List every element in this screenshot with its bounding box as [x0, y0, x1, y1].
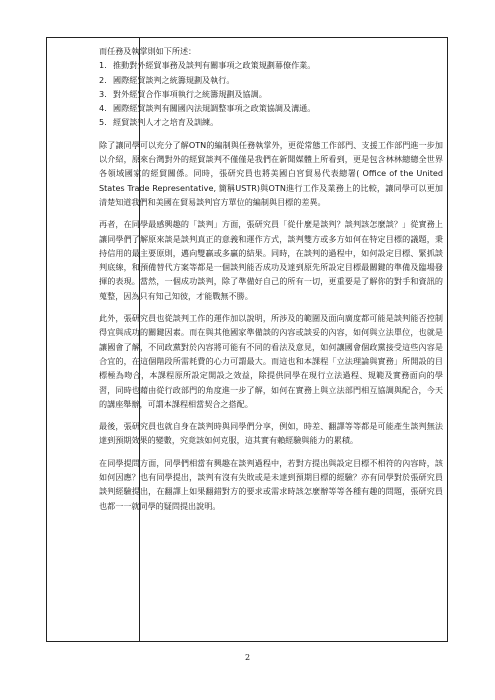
list-item [99, 87, 443, 101]
list-item-text: 經貿談判人才之培育及訓練。 [113, 117, 219, 128]
paragraph-otn-overview: 除了讓同學可以充分了解OTN的編制與任務執掌外，更從常態工作部門、支援工作部門進一步加以介紹，原來台灣對外的經貿談判不僅僅是我們在新聞媒體上所看到，更是包含林林總總全世界各領域國家的經貿關係。同時，張研究員也將美國白宮貿易代表總署( Office of the United States Trade Representative, 簡稱USTR)與OTN進行工作及業務上的比較，讓同學可以更加清楚知道我們和美國在貿易談判官方單位的編制與目標的差異。 [99, 139, 443, 207]
paragraph-negotiation: 再者，在同學最感興趣的「談判」方面，張研究員「從什麼是談判？談判該怎麼談？」從實務上讓同學們了解原來談是談判真正的意義和運作方式，談判雙方或多方如何在特定目標的議題，秉持信用的最主要原則，邁向雙贏或多贏的結果。同時，在談判的過程中，如何設定目標、緊抓談判底線，和預備替代方案等都是一個談判能否成功及達到原先所設定目標最關鍵的準備及臨場發揮的表現。當然，一個成功談判，除了準備好自己的所有一切，更重要是了解你的對手和資訊的蒐整，因為只有知己知彼，才能戰無不勝。 [99, 219, 443, 301]
list-item [99, 101, 443, 115]
paragraph-legislative-coordination: 此外，張研究員也從談判工作的運作加以說明，所涉及的範圍及面向廣度都可能是談判能否控制得宜與成功的關鍵因素。而在與其他國家準備談的內容或談妥的內容，如何與立法單位，也就是讓國會了解，不同政黨對於內容將可能有不同的看法及意見，如何讓國會個政黨接受這些內容是合宜的，在這個階段所需耗費的心力可謂最大。而這也和本課程「立法理論與實務」所開設的目標極為吻合，本課程原所設定開設之效益，除提供同學在現行立法過程、規範及實務面向的學習，同時也藉由從行政部門的角度進一步了解，如何在實務上與立法部門相互協調與配合，今天的講座舉辦，可謂本課程相當契合之搭配。 [99, 313, 443, 409]
report-content [99, 44, 443, 521]
list-item-text: 國際經貿談判有關國內法規調整事項之政策協調及溝通。 [113, 103, 316, 114]
paragraph-experience-sharing: 最後，張研究員也就自身在談判時與同學們分享，例如，時差、翻譯等等都是可能產生談判無法達到預期效果的變數，究竟該如何克服，這其實有賴經驗與能力的累積。 [99, 421, 443, 446]
list-item [99, 73, 443, 87]
list-item-text: 對外經貿合作事項執行之統籌規劃及協調。 [113, 88, 267, 99]
paragraph-qa: 在同學提問方面，同學們相當有興趣在談判過程中，若對方提出與設定目標不相符的內容時，該如何因應？也有同學提出，談判有沒有失敗或是未達到預期目標的經驗？亦有同學對於張研究員談判經驗提出，在翻譯上如果翻錯對方的要求或需求時該怎麼辦等等各種有趣的問題，張研究員也都一一就同學的疑問提出說明。 [99, 457, 443, 511]
list-item-number: 5. [99, 117, 107, 128]
list-item-number: 1. [99, 60, 107, 71]
duties-list [99, 58, 443, 129]
list-item-text: 推動對外經貿事務及談判有關事項之政策規劃幕僚作業。 [113, 60, 316, 71]
list-item [99, 58, 443, 72]
duties-intro: 而任務及執掌則如下所述： [99, 46, 197, 56]
page-number: 2 [244, 653, 251, 662]
list-item [99, 115, 443, 129]
list-item-number: 4. [99, 103, 107, 114]
list-item-number: 3. [99, 88, 107, 99]
list-item-number: 2. [99, 74, 107, 85]
list-item-text: 國際經貿談判之統籌規劃及執行。 [113, 74, 235, 85]
